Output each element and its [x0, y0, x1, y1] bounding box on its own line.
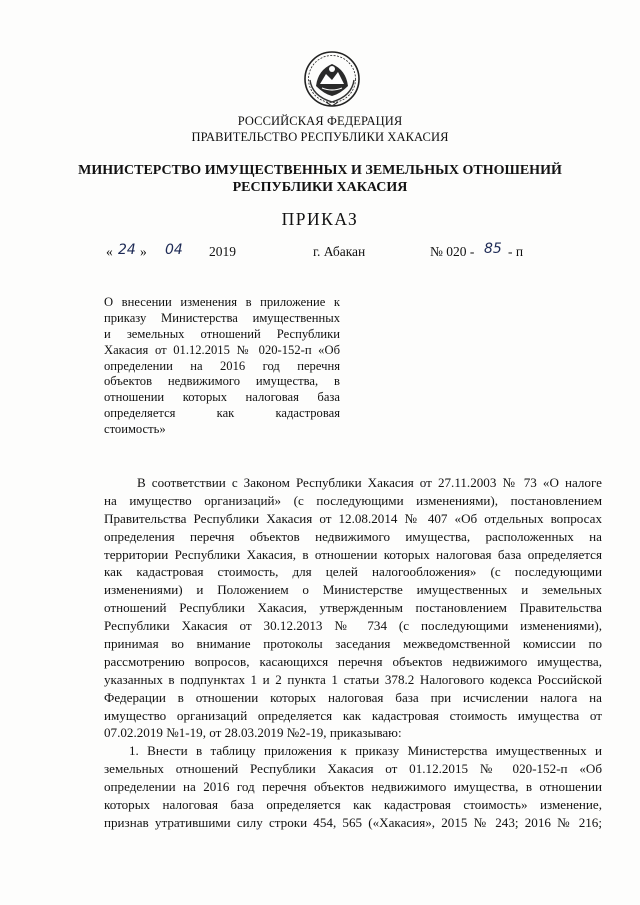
order-body-text [104, 474, 602, 832]
ministry-name-line1: МИНИСТЕРСТВО ИМУЩЕСТВЕННЫХ И ЗЕМЕЛЬНЫХ ОТНОШЕНИЙ [78, 163, 562, 178]
subject-line: и земельных отношений Республики [104, 326, 340, 341]
body-line: признав утратившими силу строки 454, 565 («Хакасия», 2015 № 243; 2016 № 216; [104, 814, 602, 830]
date-year: 2019 [209, 244, 236, 259]
date-quote-open: « [106, 244, 113, 259]
header-country: РОССИЙСКАЯ ФЕДЕРАЦИЯ [237, 114, 403, 128]
subject-line: приказу Министерства имущественных [104, 310, 340, 325]
subject-block [104, 295, 340, 438]
date-quote-close: » [140, 244, 147, 259]
body-line: отношений Республики Хакасия, утвержденным постановлением Правительства [104, 600, 602, 616]
body-line: принимая во внимание протоколы заседания межведомственной комиссии по [104, 636, 602, 652]
order-number-suffix: - п [508, 244, 524, 259]
body-line: 07.02.2019 №1-19, от 28.03.2019 №2-19, приказываю: [104, 725, 402, 741]
body-line: Республики Хакасия от 30.12.2013 № 734 (с последующими изменениями), [104, 618, 602, 634]
subject-line: Хакасия от 01.12.2015 № 020-152-п «Об [104, 342, 340, 357]
subject-line: определении на 2016 год перечня [104, 358, 340, 373]
body-line: указанных в подпунктах 1 и 2 пункта 1 статьи 378.2 Налогового кодекса Российской [104, 671, 602, 687]
subject-line: О внесении изменения в приложение к [104, 295, 340, 309]
city: г. Абакан [313, 244, 366, 259]
date-day-handwritten: 24 [118, 242, 136, 258]
subject-line: стоимость» [104, 422, 166, 437]
order-number-handwritten: 85 [484, 241, 502, 257]
body-line: Федерации в отношении которых налоговая база при исчислении налога на [104, 689, 602, 705]
subject-line: объектов недвижимого имущества, в [104, 374, 340, 389]
body-line: Правительства Республики Хакасия от 12.08.2014 № 407 «Об отдельных вопросах [104, 510, 602, 526]
ministry-name-line2: РЕСПУБЛИКИ ХАКАСИЯ [232, 180, 408, 195]
body-line: изменениями) и Положением о Министерстве имущественных и земельных [104, 582, 602, 598]
body-line: земельных отношений Республики Хакасия от 01.12.2015 № 020-152-п «Об [104, 761, 602, 777]
body-line: 1. Внести в таблицу приложения к приказу Министерства имущественных и [129, 743, 602, 759]
subject-line: определяется как кадастровая [104, 406, 340, 421]
body-line: определении на 2016 год перечня объектов недвижимого имущества, в отношении [104, 779, 602, 795]
body-line: В соответствии с Законом Республики Хакасия от 27.11.2003 № 73 «О налоге [137, 475, 602, 490]
body-line: определения перечня объектов недвижимого имущества, расположенных на [104, 528, 602, 544]
date-month-handwritten: 04 [165, 242, 183, 258]
body-line: имущество организаций определяется как кадастровая стоимость имущества от [104, 707, 602, 723]
body-line: как кадастровая стоимость, для целей налогообложения» (с последующими [104, 564, 602, 580]
order-number-prefix: № 020 - [430, 244, 475, 259]
body-line: которых налоговая база определяется как кадастровая стоимость» изменение, [104, 797, 602, 813]
subject-line: отношении которых налоговая база [104, 390, 340, 405]
body-line: на имущество организаций» (с последующими изменениями), постановлением [104, 492, 602, 508]
coat-of-arms-icon [302, 50, 362, 108]
order-title: ПРИКАЗ [281, 209, 359, 229]
body-line: территории Республики Хакасия, в отношении которых налоговая база определяется [104, 546, 602, 562]
header-government: ПРАВИТЕЛЬСТВО РЕСПУБЛИКИ ХАКАСИЯ [191, 130, 449, 144]
body-line: рассмотрению вопросов, касающихся перечня объектов недвижимого имущества, [104, 653, 602, 669]
